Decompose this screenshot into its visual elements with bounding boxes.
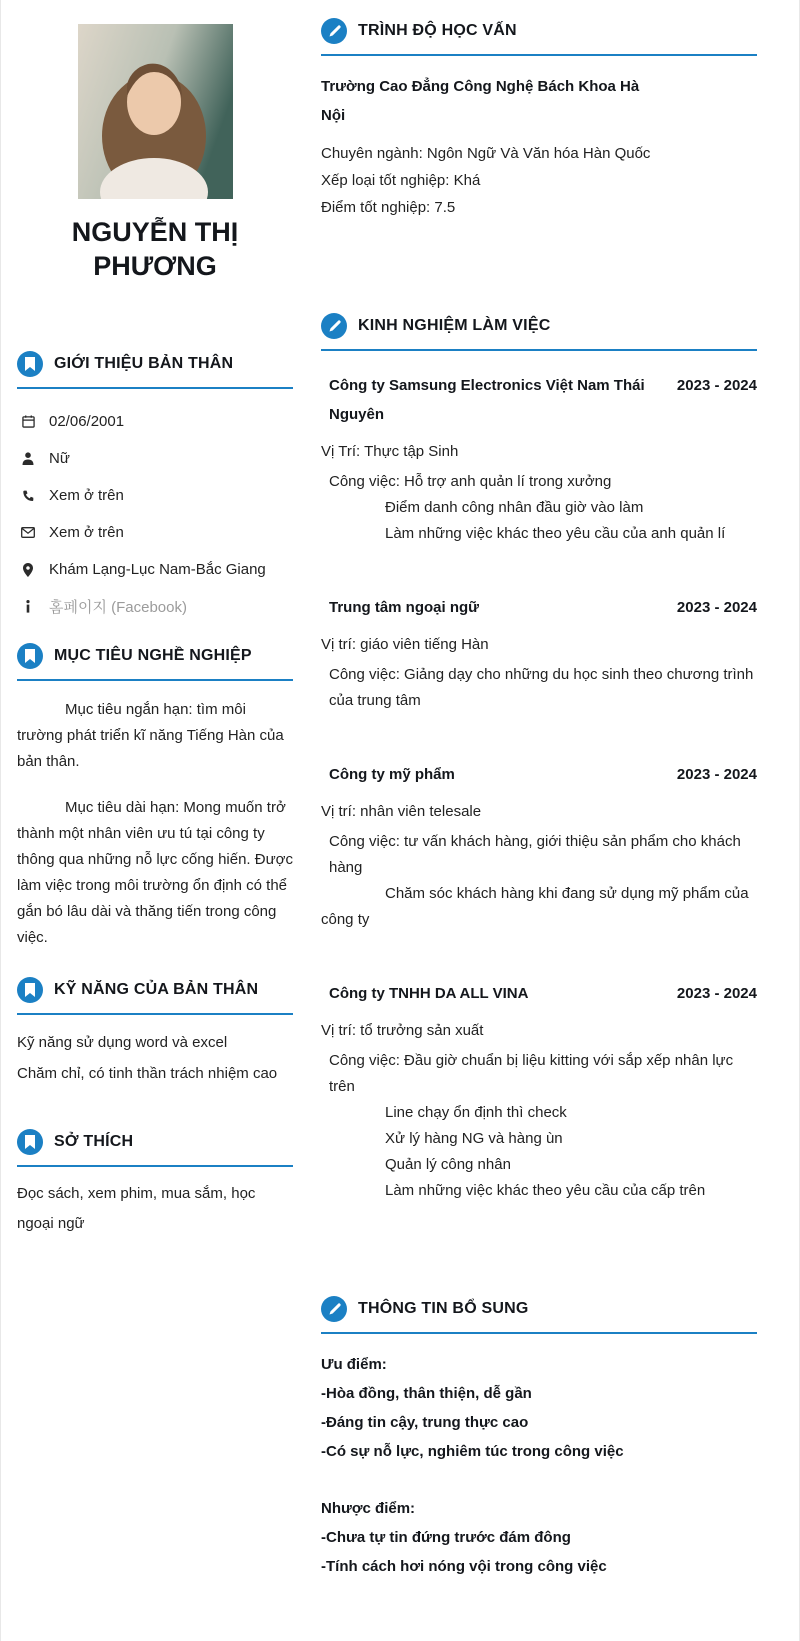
job-header [321, 979, 757, 1008]
left-column [1, 16, 309, 1581]
job-entry [321, 760, 757, 933]
education-major: Chuyên ngành: Ngôn Ngữ Và Văn hóa Hàn Quốc [321, 145, 651, 162]
bookmark-icon [17, 977, 43, 1003]
education-header [321, 18, 757, 56]
section-additional [321, 1296, 757, 1581]
homepage-value: 홈페이지 (Facebook) [49, 599, 187, 616]
right-column [309, 16, 799, 1581]
section-skills [17, 977, 293, 1089]
job-task: Công việc: tư vấn khách hàng, giới thiệu sản phẩm cho khách hàng [329, 833, 741, 876]
bookmark-icon [17, 1129, 43, 1155]
job-task: Xử lý hàng NG và hàng ùn [385, 1130, 563, 1147]
job-task: Công việc: Giảng dạy cho những du học sinh theo chương trình của trung tâm [329, 666, 754, 709]
job-task: Công việc: Hỗ trợ anh quản lí trong xưởng [329, 473, 612, 490]
cons-item: -Chưa tự tin đứng trước đám đông [321, 1529, 571, 1546]
info-row-phone [17, 477, 293, 514]
intro-list [17, 403, 293, 625]
section-title: MỤC TIÊU NGHỀ NGHIỆP [54, 647, 252, 664]
job-position: Vị Trí: Thực tập Sinh [321, 443, 459, 460]
email-icon [21, 527, 35, 538]
job-period: 2023 - 2024 [676, 766, 757, 783]
education-grade: Xếp loại tốt nghiệp: Khá [321, 172, 481, 189]
pros-block [321, 1350, 757, 1466]
objective-header [17, 643, 293, 681]
additional-header [321, 1296, 757, 1334]
job-entry [321, 979, 757, 1204]
job-task: Line chạy ổn định thì check [385, 1104, 567, 1121]
job-company: Công ty TNHH DA ALL VINA [329, 985, 529, 1002]
experience-header [321, 313, 757, 351]
job-company: Công ty mỹ phẩm [329, 766, 455, 783]
pencil-icon [321, 1296, 347, 1322]
job-header [321, 760, 757, 789]
job-entry [321, 593, 757, 714]
pros-item: -Hòa đồng, thân thiện, dễ gần [321, 1385, 532, 1402]
section-hobbies [17, 1129, 293, 1239]
school-name: Trường Cao Đẳng Công Nghệ Bách Khoa Hà Nội [321, 78, 640, 124]
education-score: Điểm tốt nghiệp: 7.5 [321, 199, 456, 216]
skill-item: Chăm chỉ, có tinh thần trách nhiệm cao [17, 1065, 278, 1082]
gender-value: Nữ [49, 450, 70, 467]
pencil-icon [321, 18, 347, 44]
skills-list [17, 1027, 293, 1089]
bookmark-icon [17, 643, 43, 669]
location-icon [21, 563, 35, 577]
portrait-placeholder-image [78, 24, 233, 199]
intro-header [17, 351, 293, 389]
job-task: Điểm danh công nhân đầu giờ vào làm [385, 499, 644, 516]
job-header [321, 371, 757, 429]
hobbies-header [17, 1129, 293, 1167]
section-education [321, 18, 757, 221]
info-row-email [17, 514, 293, 551]
hobbies-text: Đọc sách, xem phim, mua sắm, học ngoại ngữ [17, 1185, 256, 1232]
section-title: TRÌNH ĐỘ HỌC VẤN [358, 22, 517, 39]
objective-paragraph: Mục tiêu dài hạn: Mong muốn trở thành một nhân viên ưu tú tại công ty thông qua những nỗ lực cống hiến. Được làm việc trong môi trường ổn định có thể gắn bó lâu dài và thăng tiến trong công việc. [17, 799, 293, 946]
cons-item: -Tính cách hơi nóng vội trong công việc [321, 1558, 607, 1575]
job-company: Trung tâm ngoại ngữ [329, 599, 480, 616]
bookmark-icon [17, 351, 43, 377]
job-period: 2023 - 2024 [676, 377, 757, 394]
section-intro [17, 351, 293, 625]
cons-block [321, 1494, 757, 1581]
job-period: 2023 - 2024 [676, 599, 757, 616]
phone-value: Xem ở trên [49, 487, 124, 504]
section-objective [17, 643, 293, 951]
job-task: Chăm sóc khách hàng khi đang sử dụng mỹ phẩm của công ty [321, 885, 749, 928]
email-value: Xem ở trên [49, 524, 124, 541]
skill-item: Kỹ năng sử dụng word và excel [17, 1034, 228, 1051]
calendar-icon [21, 415, 35, 428]
pros-item: -Đáng tin cậy, trung thực cao [321, 1414, 529, 1431]
profile-name: NGUYỄN THỊ PHƯƠNG [71, 217, 239, 281]
profile-photo [78, 24, 233, 199]
section-title: SỞ THÍCH [54, 1133, 134, 1150]
birthdate-value: 02/06/2001 [49, 413, 125, 430]
job-task: Quản lý công nhân [385, 1156, 511, 1173]
pencil-icon [321, 313, 347, 339]
job-position: Vị trí: nhân viên telesale [321, 803, 482, 820]
info-row-gender [17, 440, 293, 477]
job-header [321, 593, 757, 622]
job-position: Vị trí: tổ trưởng sản xuất [321, 1022, 484, 1039]
objective-paragraph: Mục tiêu ngắn hạn: tìm môi trường phát triển kĩ năng Tiếng Hàn của bản thân. [17, 701, 284, 770]
section-title: THÔNG TIN BỔ SUNG [358, 1300, 529, 1317]
job-period: 2023 - 2024 [676, 985, 757, 1002]
job-task: Làm những việc khác theo yêu cầu của anh quản lí [385, 525, 726, 542]
section-title: KINH NGHIỆM LÀM VIỆC [358, 317, 551, 334]
job-task: Làm những việc khác theo yêu cầu của cấp trên [385, 1182, 706, 1199]
info-icon [21, 600, 35, 613]
job-position: Vị trí: giáo viên tiếng Hàn [321, 636, 489, 653]
skills-header [17, 977, 293, 1015]
section-title: GIỚI THIỆU BẢN THÂN [54, 355, 234, 372]
address-value: Khám Lạng-Lục Nam-Bắc Giang [49, 561, 266, 578]
section-title: KỸ NĂNG CỦA BẢN THÂN [54, 981, 259, 998]
pros-item: -Có sự nỗ lực, nghiêm túc trong công việc [321, 1443, 624, 1460]
phone-icon [21, 490, 35, 502]
section-experience [321, 313, 757, 1204]
jobs-list [321, 371, 757, 1204]
pros-title: Ưu điểm: [321, 1356, 387, 1373]
info-row-birthdate [17, 403, 293, 440]
job-company: Công ty Samsung Electronics Việt Nam Thái Nguyên [329, 377, 645, 423]
info-row-homepage [17, 588, 293, 625]
job-task: Công việc: Đầu giờ chuẩn bị liệu kitting với sắp xếp nhân lực trên [329, 1052, 734, 1095]
info-row-address [17, 551, 293, 588]
person-icon [21, 452, 35, 465]
education-details [321, 140, 757, 221]
cons-title: Nhược điểm: [321, 1500, 416, 1517]
job-entry [321, 371, 757, 547]
